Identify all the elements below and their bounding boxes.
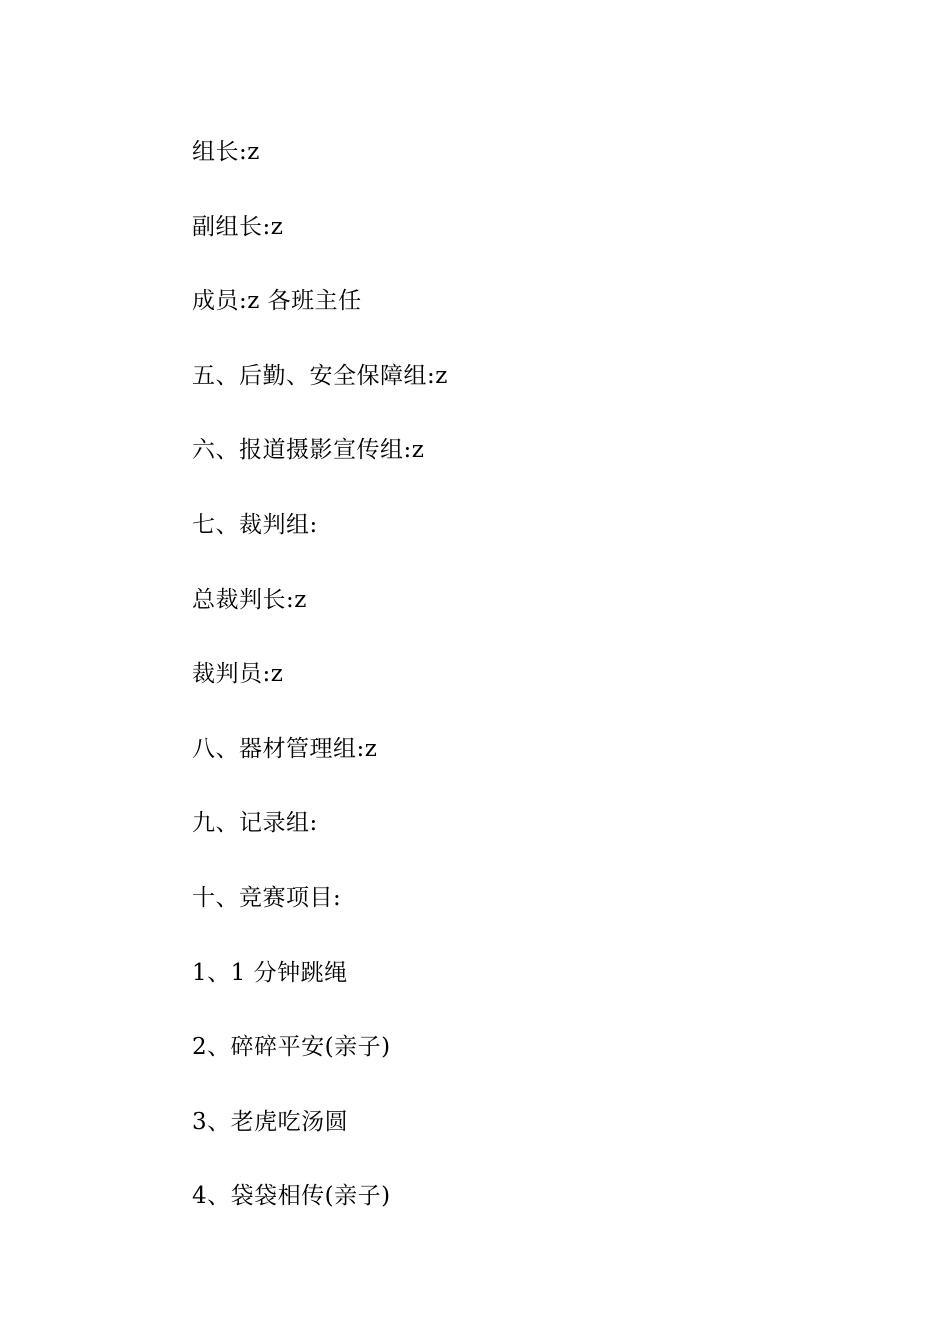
line-record-group: 九、记录组:	[192, 810, 318, 837]
line-referees: 裁判员:z	[192, 661, 284, 688]
event-item-1: 1、1 分钟跳绳	[192, 959, 348, 986]
line-reporting-photo-group: 六、报道摄影宣传组:z	[192, 437, 425, 464]
event-item-2: 2、碎碎平安(亲子)	[192, 1034, 391, 1061]
line-competition-events: 十、竞赛项目:	[192, 884, 342, 911]
line-members: 成员:z 各班主任	[192, 288, 362, 315]
event-item-3: 3、老虎吃汤圆	[192, 1108, 349, 1135]
line-chief-referee: 总裁判长:z	[192, 586, 307, 613]
document-body	[192, 135, 448, 1254]
line-team-leader: 组长:z	[192, 139, 260, 165]
event-item-4: 4、袋袋相传(亲子)	[192, 1183, 391, 1210]
line-equipment-group: 八、器材管理组:z	[192, 735, 378, 762]
line-referee-group: 七、裁判组:	[192, 511, 318, 538]
line-deputy-leader: 副组长:z	[192, 213, 284, 240]
line-logistics-safety-group: 五、后勤、安全保障组:z	[192, 362, 448, 389]
